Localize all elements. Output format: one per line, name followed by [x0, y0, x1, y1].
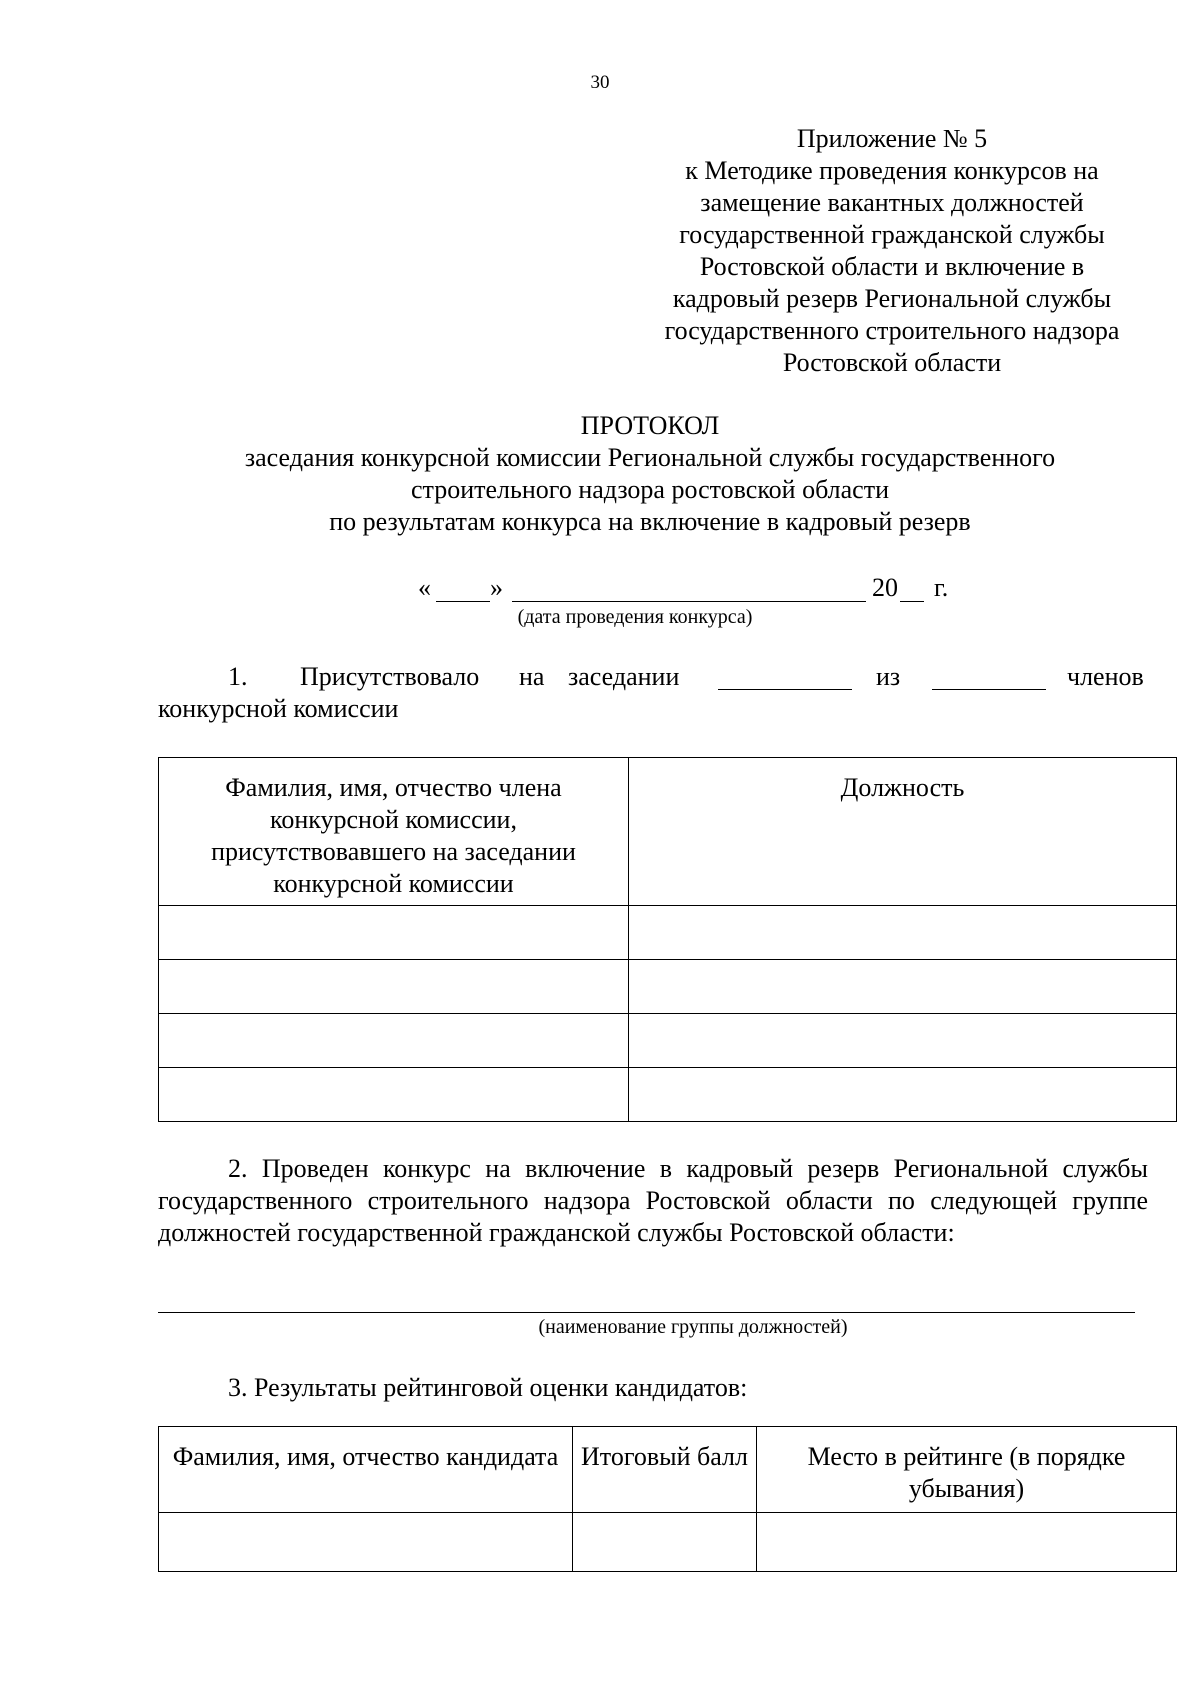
appendix-line: государственной гражданской службы	[679, 220, 1105, 249]
table-row	[159, 1068, 1177, 1122]
title-line: по результатам конкурса на включение в кадровый резерв	[329, 507, 971, 536]
table-cell[interactable]	[757, 1513, 1177, 1572]
item-3: 3. Результаты рейтинговой оценки кандидатов:	[228, 1373, 748, 1402]
table-row	[159, 906, 1177, 960]
appendix-line: замещение вакантных должностей	[700, 188, 1084, 217]
table-row	[159, 1014, 1177, 1068]
item-2	[158, 1153, 1148, 1249]
table-cell[interactable]	[159, 906, 629, 960]
appendix-line: к Методике проведения конкурсов на	[685, 156, 1099, 185]
item2-text: 2. Проведен конкурс на включение в кадровый резерв Региональной службы государственного строительного надзора Ростовской области по следующей группе должностей государственной гражданской службы Ростовской области:	[158, 1154, 1148, 1247]
commission-members-table	[158, 757, 1177, 1122]
appendix-header	[620, 123, 1164, 379]
table-row	[159, 960, 1177, 1014]
group-name-blank	[158, 1312, 1135, 1313]
table-cell[interactable]	[629, 1068, 1177, 1122]
appendix-line: Ростовской области	[782, 348, 1002, 377]
column-header-position: Должность	[629, 758, 1177, 906]
table-cell[interactable]	[573, 1513, 757, 1572]
appendix-line: государственного строительного надзора	[664, 316, 1120, 345]
header-line: Фамилия, имя, отчество члена	[225, 773, 562, 802]
document-title	[150, 410, 1150, 538]
table-header-row	[159, 1427, 1177, 1513]
table-cell[interactable]	[159, 1014, 629, 1068]
year-blank	[900, 601, 924, 602]
year-prefix: 20	[872, 573, 898, 602]
header-line: присутствовавшего на заседании	[211, 837, 576, 866]
group-caption: (наименование группы должностей)	[538, 1316, 848, 1338]
appendix-line: Приложение № 5	[796, 124, 988, 153]
table-cell[interactable]	[629, 960, 1177, 1014]
appendix-line: Ростовской области и включение в	[699, 252, 1085, 281]
table-cell[interactable]	[159, 1513, 573, 1572]
month-blank	[512, 601, 866, 602]
column-header-score: Итоговый балл	[573, 1427, 757, 1513]
date-caption: (дата проведения конкурса)	[517, 606, 753, 628]
title-line: заседания конкурсной комиссии Региональной службы государственного	[244, 443, 1056, 472]
column-header-rank: Место в рейтинге (в порядке убывания)	[757, 1427, 1177, 1513]
title-line: строительного надзора ростовской области	[411, 475, 889, 504]
candidate-rating-table	[158, 1426, 1177, 1572]
item1-word: членов	[1067, 662, 1144, 691]
day-blank	[436, 601, 490, 602]
table-cell[interactable]	[629, 1014, 1177, 1068]
table-cell[interactable]	[159, 1068, 629, 1122]
item1-number: 1.	[228, 662, 248, 691]
item-1	[158, 661, 1148, 725]
item1-word: на	[519, 662, 545, 691]
item1-word: заседании	[568, 662, 680, 691]
table-cell[interactable]	[159, 960, 629, 1014]
item1-word: Присутствовало	[300, 662, 480, 691]
column-header-candidate: Фамилия, имя, отчество кандидата	[159, 1427, 573, 1513]
item1-line2: конкурсной комиссии	[158, 694, 399, 723]
date-close-quote: »	[490, 573, 503, 602]
date-open-quote: «	[418, 573, 431, 602]
table-row	[159, 1513, 1177, 1572]
header-line: конкурсной комиссии,	[270, 805, 517, 834]
title-heading: ПРОТОКОЛ	[580, 411, 720, 440]
table-cell[interactable]	[629, 906, 1177, 960]
header-line: конкурсной комиссии	[273, 869, 514, 898]
year-suffix: г.	[934, 573, 949, 602]
present-count-blank	[718, 689, 852, 690]
total-count-blank	[932, 689, 1046, 690]
table-header-row	[159, 758, 1177, 906]
item1-word: из	[876, 662, 901, 691]
page-number: 30	[590, 72, 610, 93]
column-header-fullname	[159, 758, 629, 906]
appendix-line: кадровый резерв Региональной службы	[672, 284, 1112, 313]
